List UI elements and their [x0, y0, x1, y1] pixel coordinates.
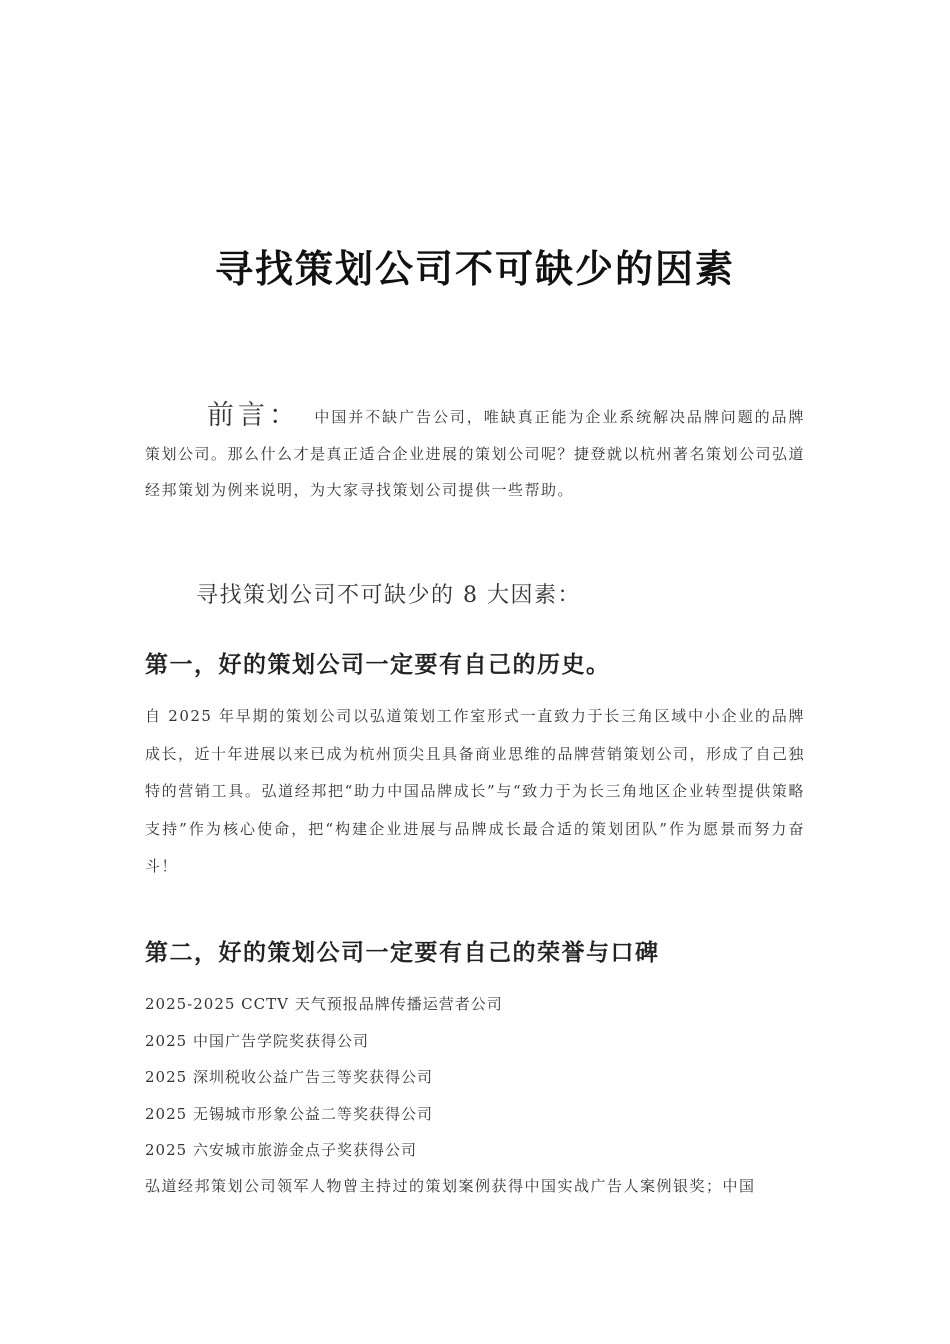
- document-title: 寻找策划公司不可缺少的因素: [214, 246, 735, 291]
- section-1-heading: 第一，好的策划公司一定要有自己的历史。: [145, 651, 611, 678]
- preface-paragraph: [145, 398, 805, 509]
- section-1-body: 自 2025 年早期的策划公司以弘道策划工作室形式一直致力于长三角区域中小企业的品牌成长，近十年进展以来已成为杭州顶尖且具备商业思维的品牌营销策划公司，形成了自己独特的营销工具。弘道经邦把“助力中国品牌成长”与“致力于为长三角地区企业转型提供策略支持”作为核心使命，把“构建企业进展与品牌成长最合适的策划团队”作为愿景而努力奋斗！: [145, 707, 806, 876]
- honor-item: 2025 无锡城市形象公益二等奖获得公司: [145, 1104, 433, 1123]
- honor-item: 2025 六安城市旅游金点子奖获得公司: [145, 1141, 417, 1159]
- preface-label: 前言：: [207, 400, 300, 431]
- honor-item: 2025 深圳税收公益广告三等奖获得公司: [145, 1068, 433, 1086]
- section-2-heading: 第二，好的策划公司一定要有自己的荣誉与口碑: [145, 939, 660, 966]
- honor-item: 2025-2025 CCTV 天气预报品牌传播运营者公司: [145, 995, 503, 1013]
- honors-note: 弘道经邦策划公司领军人物曾主持过的策划案例获得中国实战广告人案例银奖；中国: [145, 1177, 756, 1195]
- honors-list: [145, 986, 810, 1169]
- factors-intro: 寻找策划公司不可缺少的 8 大因素：: [196, 583, 581, 608]
- preface-text: 中国并不缺广告公司，唯缺真正能为企业系统解决品牌问题的品牌策划公司。那么什么才是真正适合企业进展的策划公司呢？捷登就以杭州著名策划公司弘道经邦策划为例来说明，为大家寻找策划公司提供一些帮助。: [145, 408, 806, 499]
- honor-item: 2025 中国广告学院奖获得公司: [145, 1031, 369, 1050]
